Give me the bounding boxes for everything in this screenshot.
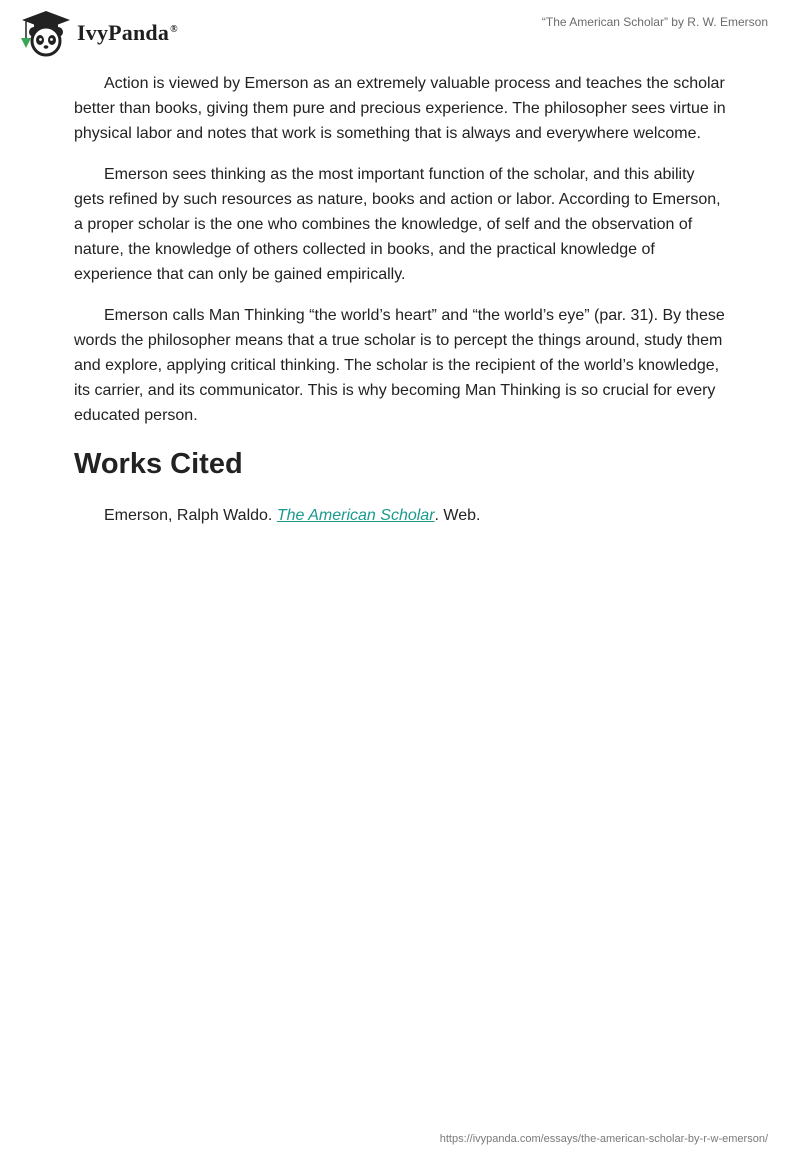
page-header — [0, 0, 800, 70]
essay-body — [74, 71, 726, 528]
paragraph-action: Action is viewed by Emerson as an extremely valuable process and teaches the scholar better than books, giving them pure and precious experience. The philosopher sees virtue in physical labor and notes that work is something that is always and everywhere welcome. — [74, 75, 726, 142]
works-cited-heading: Works Cited — [74, 448, 243, 480]
citation-entry — [74, 503, 726, 528]
footer-url[interactable]: https://ivypanda.com/essays/the-american-scholar-by-r-w-emerson/ — [439, 1133, 768, 1145]
panda-graduate-logo-icon — [14, 8, 74, 58]
paragraph-man-thinking: Emerson calls Man Thinking “the world’s heart” and “the world’s eye” (par. 31). By these words the philosopher means that a true scholar is to percept the things around, study them and explore, applying critical thinking. The scholar is the recipient of the world’s knowledge, its carrier, and its communicator. This is why becoming Man Thinking is so crucial for every educated person. — [74, 307, 725, 424]
ivypanda-logo[interactable] — [14, 8, 178, 58]
citation-title-link[interactable]: The American Scholar — [276, 507, 435, 524]
citation-suffix: . Web. — [434, 507, 481, 524]
paragraph-thinking: Emerson sees thinking as the most important function of the scholar, and this ability gets refined by such resources as nature, books and action or labor. According to Emerson, a proper scholar is the one who combines the knowledge, of self and the observation of nature, the knowledge of others collected in books, and the practical knowledge of experience that can only be gained empirically. — [74, 166, 721, 283]
running-title: “The American Scholar” by R. W. Emerson — [541, 15, 768, 29]
registered-mark: ® — [170, 23, 178, 35]
citation-author: Emerson, Ralph Waldo. — [104, 507, 273, 524]
brand-name: IvyPanda® — [77, 20, 178, 45]
